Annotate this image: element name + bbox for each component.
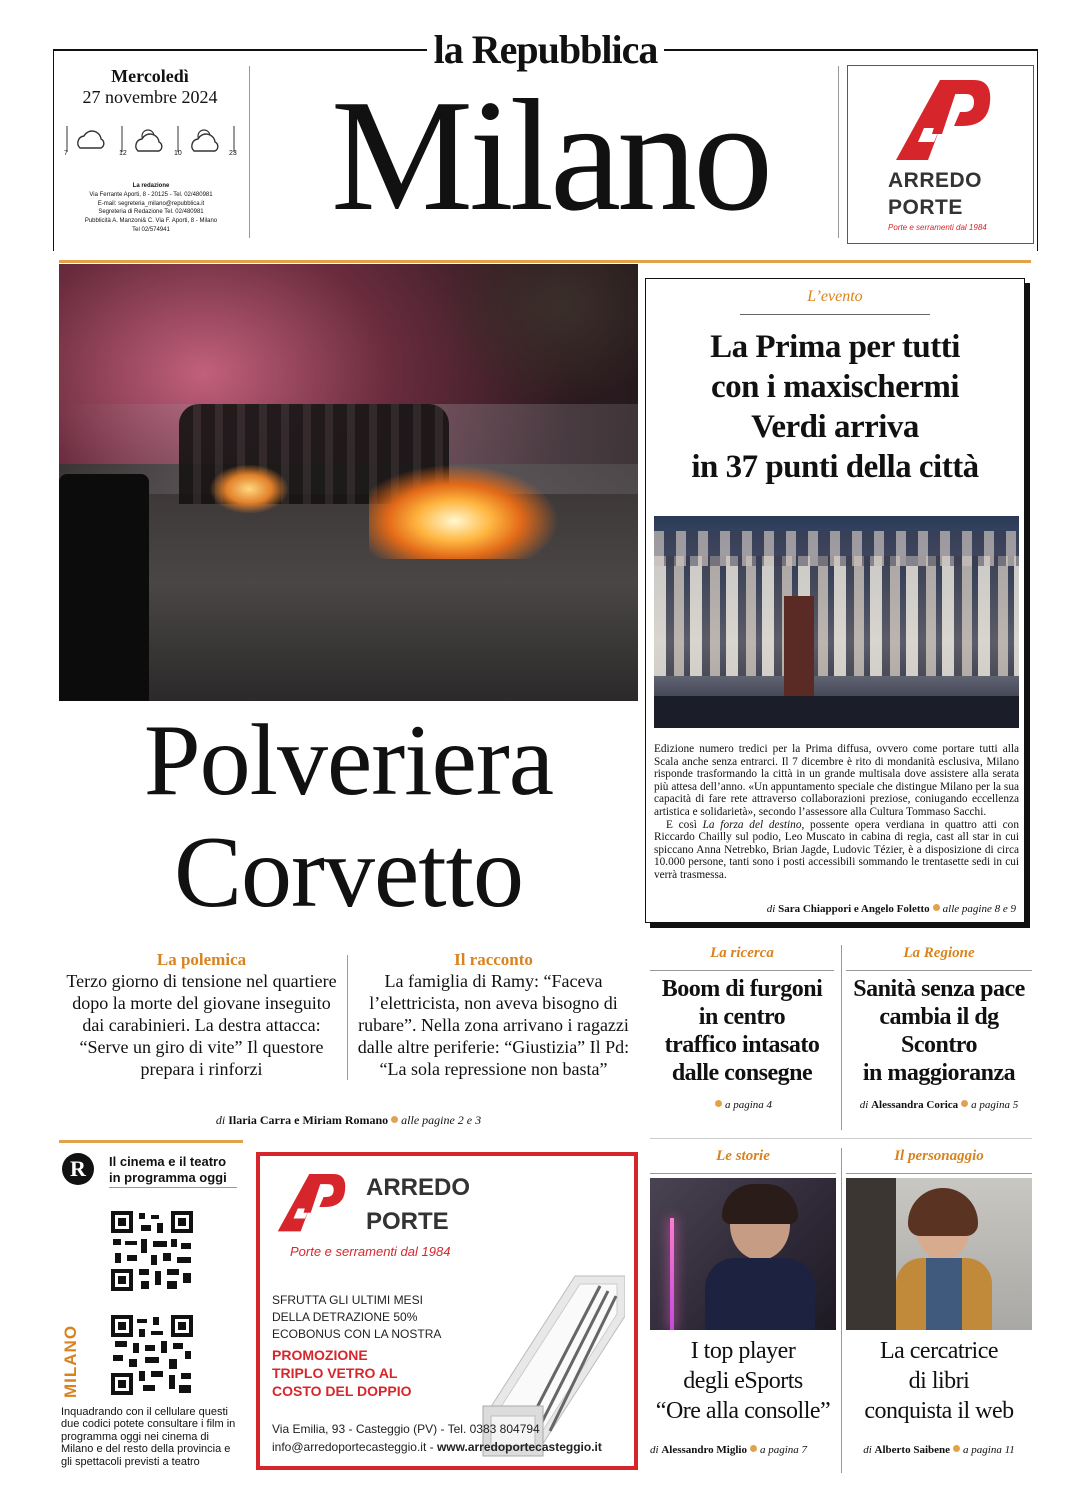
headline-regione: Sanità senza pace cambia il dg Scontro in maggioranza bbox=[853, 976, 1025, 1086]
byline-ricerca: a pagina 4 bbox=[650, 1099, 834, 1111]
temp-4: 23 bbox=[229, 150, 237, 157]
redazione-line: Tel 02/574941 bbox=[132, 226, 170, 233]
byline-regione: di Alessandra Corica a pagina 5 bbox=[859, 1099, 1019, 1111]
main-headline-line2: Corvetto bbox=[174, 816, 523, 929]
byline-authors: Ilaria Carra e Miriam Romano bbox=[228, 1113, 389, 1127]
date: 27 novembre 2024 bbox=[82, 87, 218, 107]
evento-headline-line: in 37 punti della città bbox=[691, 449, 979, 485]
cloud-icon bbox=[78, 131, 104, 148]
evento-body-p2: E così La forza del destino, possente opera verdiana in quattro atti con Riccardo Chailly sul podio, Leo Muscato in cabina di regia, cast all star in cui spiccano Anna Netrebko, Brian Jagde, Ludovic Tézier, è a disposizione di circa 10.000 persone, tanti sono i posti accessibili sommando le trentasette sedi in cui verrà trasmessa. bbox=[654, 818, 1019, 881]
temp-2: 12 bbox=[119, 150, 127, 157]
cinema-box-title: Il cinema e il teatro in programma oggi bbox=[109, 1154, 227, 1185]
kicker-ricerca: La ricerca bbox=[710, 945, 774, 961]
evento-body bbox=[654, 743, 1019, 882]
redazione-info bbox=[60, 182, 242, 235]
photo-esports-player bbox=[650, 1178, 836, 1330]
main-photo-riots bbox=[59, 264, 638, 701]
kicker-racconto: Il racconto bbox=[454, 950, 533, 969]
sun-cloud-icon bbox=[136, 130, 162, 151]
ad-bottom-tagline: Porte e serramenti dal 1984 bbox=[290, 1244, 451, 1259]
headline-ricerca: Boom di furgoni in centro traffico intasato dalle consegne bbox=[661, 976, 823, 1086]
column-racconto bbox=[352, 950, 635, 1080]
byline-storie: di Alessandro Miglio a pagina 7 bbox=[650, 1444, 808, 1456]
story-ricerca bbox=[650, 945, 834, 1111]
ad-brand-line1: ARREDO bbox=[888, 169, 983, 192]
ad-address: Via Emilia, 93 - Casteggio (PV) - Tel. 0383 804794 bbox=[272, 1422, 540, 1436]
main-headline-line1: Polveriera bbox=[143, 704, 554, 817]
ad-tagline: Porte e serramenti dal 1984 bbox=[888, 223, 987, 232]
ap-logo-icon bbox=[272, 1170, 348, 1234]
redazione-title: La redazione bbox=[132, 183, 170, 189]
evento-body-p1: Edizione numero tredici per la Prima diffusa, ovvero come portare tutti alla Scala anche senza entrarci. Il 7 dicembre è rito di mondanità esclusiva, Milano risponde trasformando la città in un grande multisala dove assistere alla serata più attesa dell’anno. «Un appuntamento speciale che distingue Milano per la sua capacità di fare rete attraverso collaborazioni preziose, coniugando eccellenza artistica e solidarietà», secondo l’assessore alla Cultura Tommaso Sacchi. bbox=[654, 743, 1019, 818]
main-headline bbox=[59, 705, 638, 929]
ad-brand-line2: PORTE bbox=[888, 196, 963, 219]
kicker-personaggio: Il personaggio bbox=[894, 1148, 984, 1164]
temp-1: 7 bbox=[64, 150, 68, 157]
qr-code-teatro[interactable] bbox=[111, 1315, 193, 1395]
text-racconto: La famiglia di Ramy: “Faceva l’elettricista, non aveva bisogno di rubare”. Nella zona arrivano i ragazzi dalle altre periferie: “Giustizia” Il Pd: “La sola repressione non basta” bbox=[357, 971, 630, 1079]
ad-email[interactable]: info@arredoportecasteggio.it - bbox=[272, 1440, 437, 1454]
byline-pages: alle pagine 2 e 3 bbox=[401, 1113, 482, 1127]
story-storie bbox=[650, 1148, 836, 1456]
cinema-box-text: Inquadrando con il cellulare questi due codici potete consultare i film in programma oggi nei cinema di Milano e del resto della provincia e gli spettacoli previsti a teatro bbox=[61, 1406, 236, 1468]
redazione-line: Pubblicità A. Manzoni& C. Via F. Aporti, 8 - Milano bbox=[84, 218, 218, 225]
byline-evento: di Sara Chiappori e Angelo Foletto alle pagine 8 e 9 bbox=[766, 903, 1016, 915]
ad-website-link[interactable]: www.arredoportecasteggio.it bbox=[436, 1440, 602, 1454]
repubblica-r-logo: R bbox=[62, 1153, 94, 1185]
page-title: Milano bbox=[330, 66, 770, 244]
kicker-evento: L’evento bbox=[807, 288, 863, 305]
ad-bottom-brand-line2: PORTE bbox=[366, 1208, 449, 1235]
kicker-polemica: La polemica bbox=[156, 950, 247, 969]
byline-main bbox=[59, 1113, 638, 1128]
evento-headline bbox=[646, 327, 1024, 487]
ad-top[interactable] bbox=[847, 65, 1034, 244]
story-regione bbox=[846, 945, 1032, 1111]
evento-box bbox=[645, 278, 1025, 923]
evento-headline-line: Verdi arriva bbox=[751, 409, 919, 445]
kicker-regione: La Regione bbox=[903, 945, 975, 961]
photo-opera bbox=[654, 516, 1019, 728]
milano-side-label: MILANO bbox=[61, 1324, 80, 1398]
kicker-storie: Le storie bbox=[716, 1148, 770, 1164]
byline-personaggio: di Alberto Saibene a pagina 11 bbox=[863, 1444, 1015, 1456]
ad-bottom[interactable] bbox=[256, 1152, 638, 1470]
byline-prefix: di bbox=[215, 1113, 226, 1127]
temp-3: 10 bbox=[174, 150, 182, 157]
date-block bbox=[60, 66, 240, 108]
photo-book-finder bbox=[846, 1178, 1032, 1330]
redazione-line: Segreteria di Redazione Tel. 02/480981 bbox=[98, 209, 204, 216]
headline-storie: I top player degli eSports “Ore alla consolle” bbox=[655, 1338, 831, 1424]
qr-code-cinema[interactable] bbox=[111, 1211, 193, 1291]
weekday: Mercoledì bbox=[111, 66, 189, 86]
headline-personaggio: La cercatrice di libri conquista il web bbox=[864, 1338, 1014, 1424]
story-personaggio bbox=[846, 1148, 1032, 1456]
evento-headline-line: La Prima per tutti bbox=[710, 329, 960, 365]
redazione-line: Via Ferrante Aporti, 8 - 20125 - Tel. 02/480981 bbox=[89, 191, 213, 198]
evento-headline-line: con i maxischermi bbox=[710, 369, 960, 405]
ap-logo-icon bbox=[888, 76, 994, 162]
redazione-line: E-mail: segreteria_milano@repubblica.it bbox=[97, 200, 205, 207]
sun-cloud-icon bbox=[192, 130, 218, 151]
ad-offer: SFRUTTA GLI ULTIMI MESI DELLA DETRAZIONE 50% ECOBONUS CON LA NOSTRA bbox=[272, 1293, 442, 1341]
column-polemica bbox=[61, 950, 342, 1080]
ad-contacts bbox=[272, 1440, 602, 1454]
ad-bottom-brand-line1: ARREDO bbox=[366, 1174, 471, 1201]
cinema-box bbox=[59, 1143, 243, 1473]
brand-logo: la Repubblica bbox=[433, 27, 658, 72]
text-polemica: Terzo giorno di tensione nel quartiere dopo la morte del giovane inseguito dai carabinieri. La destra attacca: “Serve un giro di vite” Il questore prepara i rinforzi bbox=[66, 971, 337, 1079]
ad-promo: PROMOZIONE TRIPLO VETRO AL COSTO DEL DOPPIO bbox=[272, 1347, 412, 1399]
weather-strip bbox=[62, 124, 242, 164]
